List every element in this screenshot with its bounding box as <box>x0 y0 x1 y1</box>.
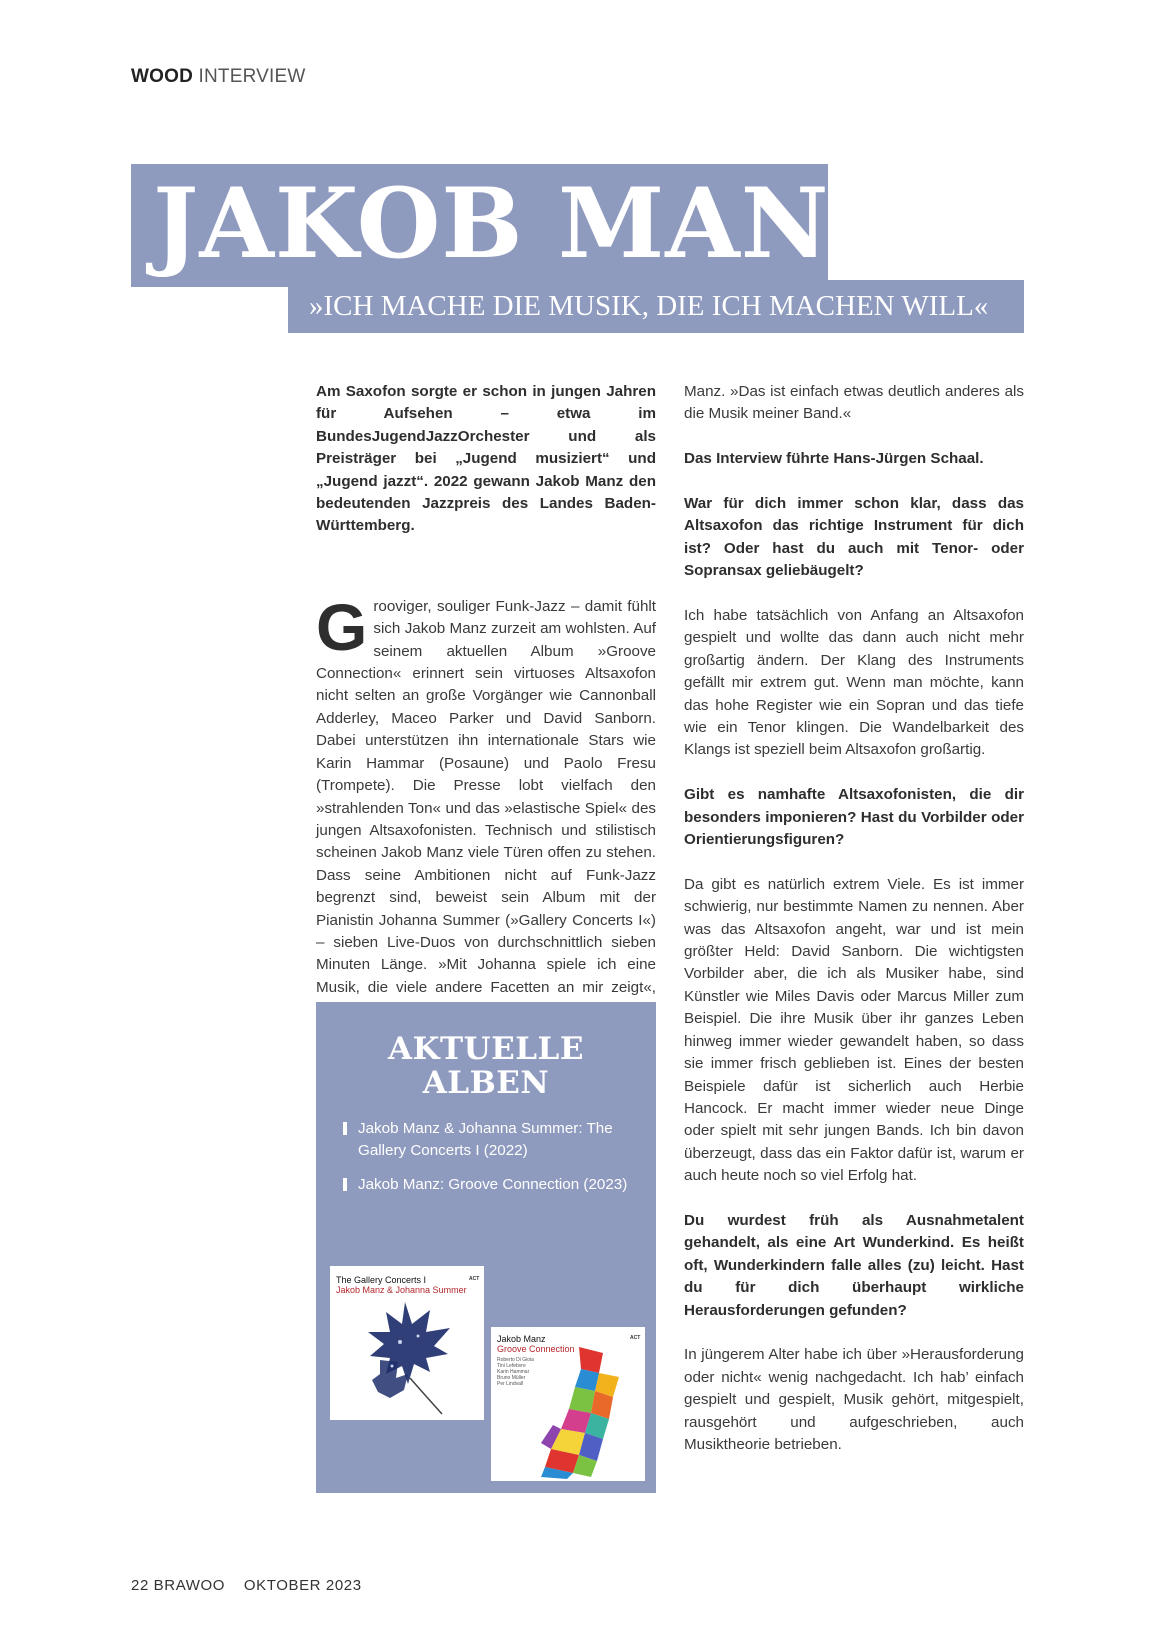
article-subtitle: »ICH MACHE DIE MUSIK, DIE ICH MACHEN WILL« <box>309 290 989 322</box>
magazine-name: BRAWOO <box>153 1577 226 1594</box>
section-label-light: INTERVIEW <box>198 66 306 87</box>
continuation-paragraph: Manz. »Das ist einfach etwas deutlich anderes als die Musik meiner Band.« <box>684 383 1024 423</box>
cover-subtitle: Jakob Manz & Johanna Summer <box>336 1285 467 1295</box>
article-title: JAKOB MANZ <box>153 167 901 280</box>
maple-leaf-icon <box>330 1266 484 1420</box>
right-column <box>684 381 1024 1479</box>
bullet-icon <box>343 1178 347 1191</box>
left-column <box>316 381 656 1044</box>
answer-3: In jüngerem Alter habe ich über »Herausforderung oder nicht« wenig nachgedacht. Ich hab’ einfach gespielt und gespielt, Musik gehört, mitgespielt, rausgehört und aufgeschrieben, auch Musiktheorie betrieben. <box>684 1346 1024 1453</box>
question-3: Du wurdest früh als Ausnahmetalent gehandelt, als eine Art Wunderkind. Es heißt oft, Wunderkindern falle alles (zu) leicht. Hast du für dich überhaupt wirkliche Herausforderungen gefunden? <box>684 1211 1024 1319</box>
issue-date: OKTOBER 2023 <box>243 1577 362 1594</box>
albums-heading-line1: AKTUELLE <box>388 1031 584 1067</box>
cover-title: The Gallery Concerts I <box>336 1275 427 1285</box>
interview-credit: Das Interview führte Hans-Jürgen Schaal. <box>684 450 984 468</box>
cover-musician-names: Roberto Di Gioia Tini Lefebvre Karin Hammar Bruno Müller Per Lindvall <box>497 1357 534 1387</box>
album-list <box>343 1118 639 1207</box>
section-label <box>131 66 306 88</box>
cover-subtitle: Groove Connection <box>497 1344 575 1354</box>
intro-paragraph <box>316 589 656 1022</box>
question-2: Gibt es namhafte Altsaxofonisten, die dir besonders imponieren? Hast du Vorbilder oder Orientierungsfiguren? <box>684 786 1024 849</box>
page-number: 22 <box>131 1577 149 1594</box>
question-1: War für dich immer schon klar, dass das Altsaxofon das richtige Instrument für dich ist? Oder hast du auch mit Tenor- oder Sopransax geliebäugelt? <box>684 495 1024 580</box>
act-logo: ACT <box>469 1276 480 1282</box>
cover-title: Jakob Manz <box>497 1334 546 1344</box>
album-item <box>343 1118 639 1163</box>
intro-text: rooviger, souliger Funk-Jazz – damit fühlt sich Jakob Manz zurzeit am wohlsten. Auf seinem aktuellen Album »Groove Connection« erinnert sein virtuoses Altsaxofon nicht selten an große Vorgänger wie Cannonball Adderley, Maceo Parker und David Sanborn. Dabei unterstützen ihn internationale Stars wie Karin Hammar (Posaune) und Paolo Fresu (Trompete). Die Presse lobt vielfach den »strahlenden Ton« und das »elastische Spiel« des jungen Altsaxofonisten. Technisch und stilistisch scheinen Jakob Manz viele Türen offen zu stehen. Dass seine Ambitionen nicht auf Funk-Jazz begrenzt sind, beweist sein Album mit der Pianistin Johanna Summer (»Gallery Concerts I«) – sieben Live-Duos von durchschnittlich sieben Minuten Länge. »Mit Johanna spiele ich eine Musik, die viele andere Facetten an mir zeigt«, <box>316 597 656 996</box>
title-banner <box>131 164 901 287</box>
album-cover-gallery-concerts <box>330 1266 484 1420</box>
section-label-strong: WOOD <box>131 66 194 87</box>
subtitle-banner <box>288 280 1024 333</box>
album-item <box>343 1174 639 1196</box>
drop-cap: G <box>316 589 368 664</box>
answer-2: Da gibt es natürlich extrem Viele. Es ist immer schwierig, nur bestimmte Namen zu nennen. Aber was das Altsaxofon angeht, war und ist mein größter Held: David Sanborn. Die wichtigsten Vorbilder aber, die ich als Musiker habe, sind Künstler wie Miles Davis oder Marcus Miller zum Beispiel. Die ihre Musik über ihr ganzes Leben hinweg immer wieder gewandelt haben, so dass sie immer frisch geblieben ist. Eines der besten Beispiele dafür ist sicherlich auch Herbie Hancock. Er macht immer wieder neue Dinge oder spielt mit sehr jungen Bands. Ich bin davon überzeugt, dass das ein Faktor dafür ist, warum er auch heute noch so viel Erfolg hat. <box>684 875 1024 1185</box>
geometric-artwork-icon <box>491 1327 645 1481</box>
albums-heading-line2: ALBEN <box>422 1065 550 1101</box>
lead-paragraph: Am Saxofon sorgte er schon in jungen Jahren für Aufsehen – etwa im BundesJugendJazzOrchester und als Preisträger bei „Jugend musiziert“ und „Jugend jazzt“. 2022 gewann Jakob Manz den bedeutenden Jazzpreis des Landes Baden-Württemberg. <box>316 383 656 535</box>
album-cover-groove-connection <box>491 1327 645 1481</box>
bullet-icon <box>343 1122 347 1135</box>
website-link[interactable]: www.jakobmanz.de <box>27 1208 172 1225</box>
act-logo: ACT <box>630 1335 641 1341</box>
answer-1: Ich habe tatsächlich von Anfang an Altsaxofon gespielt und wollte das dann auch nicht mehr großartig ändern. Der Klang des Instruments gefällt mir extrem gut. Wenn man möchte, kann das hohe Register wie ein Sopran und das tiefe wie ein Tenor klingen. Die Wandelbarkeit des Klangs ist speziell beim Altsaxofon großartig. <box>684 607 1024 759</box>
album-item-text: Jakob Manz & Johanna Summer: The Gallery Concerts I (2022) <box>358 1120 613 1160</box>
album-item-text: Jakob Manz: Groove Connection (2023) <box>358 1175 628 1193</box>
page-footer <box>131 1577 362 1594</box>
albums-heading <box>316 1032 656 1100</box>
